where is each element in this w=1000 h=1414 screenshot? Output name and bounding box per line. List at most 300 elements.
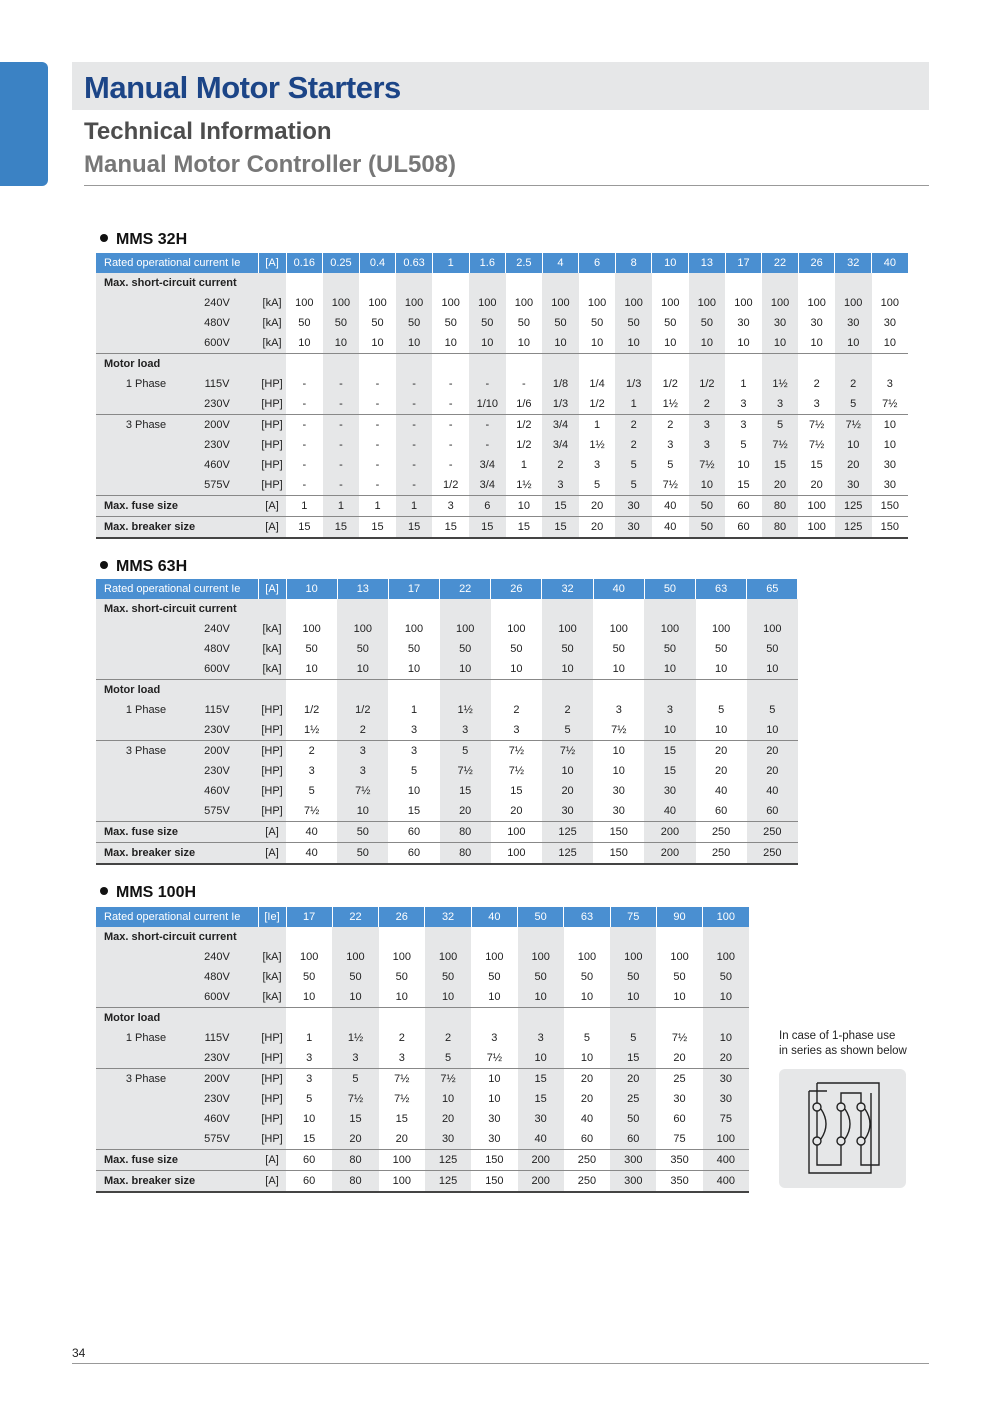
table-cell: 3 (491, 720, 542, 741)
table-cell: 15 (323, 517, 360, 539)
table-cell: 10 (506, 333, 543, 354)
table-cell (542, 599, 593, 619)
table-cell: 15 (286, 1129, 332, 1150)
table-cell: 60 (725, 517, 762, 539)
table-cell: - (396, 394, 433, 415)
phase-label: 1 Phase (116, 374, 176, 394)
phase-label (116, 293, 176, 313)
table-row (96, 374, 908, 394)
table-cell: 15 (542, 496, 579, 517)
table-cell: 1/2 (303, 704, 320, 716)
table-cell: 5 (835, 394, 872, 415)
table-cell: 100 (609, 623, 628, 635)
table-cell: 60 (286, 1150, 332, 1171)
indent-cell (96, 1089, 116, 1109)
table-cell: - (375, 439, 380, 451)
unit-label: [HP] (258, 1028, 286, 1048)
table-cell: 150 (872, 517, 909, 539)
group-title: Max. short-circuit current (96, 273, 286, 293)
indent-cell (96, 1048, 116, 1069)
group-header-row (96, 927, 749, 947)
table-cell: 20 (747, 741, 798, 762)
voltage-label: 115V (176, 700, 258, 720)
rated-current-label: Rated operational current Ie (96, 579, 258, 599)
table-cell: 10 (491, 659, 542, 680)
table-row (96, 394, 908, 415)
table-cell: 10 (883, 419, 896, 431)
column-header: 22 (332, 907, 378, 927)
table-cell: 150 (471, 1171, 517, 1193)
table-cell: 10 (303, 1113, 316, 1125)
column-header: 17 (725, 253, 762, 273)
table-cell: 7½ (337, 781, 388, 801)
phase-label: 3 Phase (116, 741, 176, 762)
unit-label: [HP] (258, 1129, 286, 1150)
table-cell: 40 (652, 517, 689, 539)
unit-label: [HP] (258, 1069, 286, 1090)
table-cell: 100 (379, 1171, 425, 1193)
diagram-note-line1: In case of 1-phase use (779, 1030, 896, 1042)
voltage-label: 230V (176, 1089, 258, 1109)
column-header: 13 (337, 579, 388, 599)
column-header: 6 (579, 253, 616, 273)
page-title: Manual Motor Starters (84, 70, 401, 105)
table-cell: 100 (491, 843, 542, 865)
table-cell: 30 (673, 1093, 686, 1105)
phase-label (116, 1129, 176, 1150)
indent-cell (96, 313, 116, 333)
table-cell: 1/6 (506, 394, 543, 415)
table-cell: 10 (835, 435, 872, 455)
voltage-label: 200V (176, 415, 258, 436)
table-cell: 125 (425, 1150, 471, 1171)
unit-label: [A] (258, 1150, 286, 1171)
table-cell (747, 599, 798, 619)
column-header: 0.25 (323, 253, 360, 273)
table-row (96, 1048, 749, 1069)
summary-row (96, 1150, 749, 1171)
table-row (96, 761, 798, 781)
table-cell (518, 927, 564, 947)
table-cell: 7½ (808, 439, 825, 451)
table-cell: 2 (689, 394, 726, 415)
table-cell: 2 (425, 1028, 471, 1048)
table-cell: - (396, 374, 433, 394)
voltage-label: 230V (176, 761, 258, 781)
table-cell: 50 (747, 639, 798, 659)
table-cell: 2 (667, 419, 674, 431)
phase-label (116, 475, 176, 496)
table-cell: 50 (615, 313, 652, 333)
table-cell: 150 (593, 843, 644, 865)
phase-label (116, 801, 176, 822)
table-row (96, 720, 798, 741)
table-cell: 100 (542, 293, 579, 313)
table-cell: 15 (432, 517, 469, 539)
table-cell: 7½ (394, 1073, 410, 1085)
table-cell: - (323, 435, 360, 455)
column-header: 17 (286, 907, 332, 927)
table-cell: 5 (615, 475, 652, 496)
table-cell: - (448, 419, 453, 431)
table-cell: 80 (440, 822, 491, 843)
table-cell: 20 (425, 1109, 471, 1129)
table-cell: 100 (404, 623, 424, 635)
column-header: 50 (644, 579, 695, 599)
table-cell: 3 (518, 1028, 564, 1048)
table-cell: 30 (835, 475, 872, 496)
voltage-label: 240V (176, 293, 258, 313)
table-cell: 50 (715, 643, 728, 655)
table-cell: 5 (615, 455, 652, 475)
table-cell: 30 (615, 517, 652, 539)
table-cell: 10 (396, 333, 433, 354)
table-cell: 3 (388, 720, 439, 741)
table-cell: 7½ (835, 415, 872, 436)
table-cell: - (359, 394, 396, 415)
table-cell (286, 1008, 332, 1029)
column-header: 2.5 (506, 253, 543, 273)
table-cell: 15 (440, 781, 491, 801)
table-cell (396, 273, 433, 293)
table-cell (579, 273, 616, 293)
table-cell: 150 (872, 496, 909, 517)
table-cell: 10 (323, 333, 360, 354)
table-row (96, 333, 908, 354)
table-cell: 20 (332, 1129, 378, 1150)
table-cell: - (323, 394, 360, 415)
voltage-label: 240V (176, 619, 258, 639)
section-subheading: Manual Motor Controller (UL508) (84, 151, 457, 178)
table-cell: 200 (644, 822, 695, 843)
summary-label: Max. fuse size (96, 1150, 258, 1171)
table-cell (337, 680, 388, 701)
table-cell: 20 (762, 475, 799, 496)
table-cell: 100 (807, 297, 826, 309)
table-cell: 100 (332, 947, 378, 967)
table-cell: 15 (644, 761, 695, 781)
table-cell: 7½ (440, 761, 491, 781)
indent-cell (96, 1109, 116, 1129)
table-cell: 10 (425, 1089, 471, 1109)
table-cell: 10 (835, 333, 872, 354)
table-cell: 100 (396, 293, 433, 313)
table-row (96, 700, 798, 720)
voltage-label: 600V (176, 987, 258, 1008)
table-cell: 15 (518, 1069, 564, 1090)
table-cell: 10 (610, 987, 656, 1008)
table-cell: 3 (740, 419, 747, 431)
table-cell: 1/8 (542, 374, 579, 394)
phase-label: 1 Phase (116, 1028, 176, 1048)
table-cell: 7½ (508, 765, 525, 777)
table-cell: 40 (715, 785, 728, 797)
phase-label (116, 987, 176, 1008)
voltage-label: 575V (176, 475, 258, 496)
table-cell: 100 (491, 822, 542, 843)
table-cell (286, 927, 332, 947)
table-cell: 15 (469, 517, 506, 539)
table-cell: 7½ (425, 1069, 471, 1090)
indent-cell (96, 761, 116, 781)
voltage-label: 460V (176, 1109, 258, 1129)
unit-label: [kA] (258, 619, 286, 639)
table-cell (564, 927, 610, 947)
table-cell: 30 (810, 317, 823, 329)
table-cell: 2 (542, 455, 579, 475)
table-cell (747, 680, 798, 701)
table-cell: 10 (469, 333, 506, 354)
table-cell: 10 (542, 333, 579, 354)
unit-label: [HP] (258, 374, 286, 394)
table-cell: 7½ (689, 455, 726, 475)
table-cell: 1/3 (542, 394, 579, 415)
table-cell: - (323, 374, 360, 394)
table-cell: 3 (337, 741, 388, 762)
table-cell: 3 (491, 1032, 498, 1044)
table-cell: 3 (410, 745, 418, 757)
table-cell (542, 680, 593, 701)
indent-cell (96, 435, 116, 455)
table-cell (798, 273, 835, 293)
table-cell: 40 (644, 801, 695, 822)
table-cell: 10 (872, 333, 909, 354)
table-cell: 50 (612, 643, 625, 655)
table-cell: 10 (359, 333, 396, 354)
unit-label: [A] (258, 1171, 286, 1193)
summary-row (96, 822, 798, 843)
table-cell: 3 (689, 415, 726, 436)
table-cell: 1½ (440, 700, 491, 720)
table-cell: 100 (644, 619, 695, 639)
column-header: 32 (425, 907, 471, 927)
voltage-label: 200V (176, 1069, 258, 1090)
table-cell: 100 (689, 293, 726, 313)
table-cell: 100 (762, 293, 799, 313)
table-cell: 10 (883, 439, 896, 451)
table-cell: 10 (542, 659, 593, 680)
table-cell: 15 (542, 517, 579, 539)
table-cell: 30 (737, 317, 750, 329)
table-cell: 7½ (808, 419, 825, 431)
table-cell: 1 (359, 496, 396, 517)
indent-cell (96, 394, 116, 415)
table-cell: 3 (308, 765, 315, 777)
table-cell: 30 (703, 1089, 749, 1109)
table-cell: - (448, 378, 453, 390)
unit-label: [A] (258, 822, 286, 843)
table-row (96, 967, 749, 987)
table-cell: 100 (514, 297, 534, 309)
group-title: Max. short-circuit current (96, 599, 286, 619)
table-cell: 10 (425, 987, 471, 1008)
unit-label: [kA] (258, 947, 286, 967)
table-cell (491, 680, 542, 701)
table-cell: 50 (371, 317, 384, 329)
table-cell: 50 (469, 313, 506, 333)
table-cell (440, 599, 491, 619)
table-cell: 1½ (762, 374, 799, 394)
table-cell: 5 (747, 700, 798, 720)
table-cell: - (323, 415, 360, 436)
table-cell: 50 (337, 822, 388, 843)
table-cell: 30 (612, 785, 625, 797)
table-cell: 7½ (762, 435, 799, 455)
table-cell: 1/2 (432, 475, 469, 496)
table-cell (615, 354, 652, 375)
table-cell: 2 (513, 704, 520, 716)
table-cell: 7½ (872, 394, 909, 415)
unit-label: [kA] (258, 639, 286, 659)
table-cell: 3 (644, 700, 695, 720)
table-cell (872, 354, 909, 375)
table-cell: 1 (615, 394, 652, 415)
table-cell: 1 (594, 419, 601, 431)
table-cell: 15 (725, 475, 762, 496)
summary-label: Max. breaker size (96, 517, 258, 539)
table-cell: 30 (615, 496, 652, 517)
column-header: 50 (518, 907, 564, 927)
table-cell (506, 354, 543, 375)
table-cell: 60 (725, 496, 762, 517)
table-cell: 30 (518, 1109, 564, 1129)
voltage-label: 115V (176, 374, 258, 394)
column-header: 40 (593, 579, 644, 599)
table-cell: - (396, 415, 433, 436)
table-cell: 40 (286, 822, 337, 843)
phase-label: 3 Phase (116, 1069, 176, 1090)
unit-label: [HP] (258, 415, 286, 436)
table-cell (579, 354, 616, 375)
voltage-label: 230V (176, 1048, 258, 1069)
table-cell: 350 (656, 1171, 702, 1193)
table-cell: 100 (703, 947, 749, 967)
table-cell: 5 (762, 415, 799, 436)
table-cell: 100 (295, 297, 314, 309)
phase-label (116, 659, 176, 680)
wiring-diagram (779, 1069, 906, 1188)
table-cell: 10 (593, 659, 644, 680)
table-cell: 5 (583, 1032, 591, 1044)
indent-cell (96, 333, 116, 354)
table-cell: 50 (610, 967, 656, 987)
table-cell: 250 (747, 843, 798, 865)
table-cell: 15 (396, 517, 433, 539)
table-cell: 3 (725, 394, 762, 415)
table-cell: 50 (703, 967, 749, 987)
table-cell: 100 (392, 951, 411, 963)
indent-cell (96, 1069, 116, 1090)
table-cell (469, 273, 506, 293)
group-header-row (96, 273, 908, 293)
bullet-icon (100, 234, 108, 242)
table-cell: 50 (337, 843, 388, 865)
group-title: Max. short-circuit current (96, 927, 286, 947)
table-cell: 5 (740, 439, 747, 451)
table-cell: - (469, 415, 506, 436)
unit-label: [HP] (258, 741, 286, 762)
column-header: 65 (747, 579, 798, 599)
table-cell (689, 354, 726, 375)
table-row (96, 659, 798, 680)
table-cell: 15 (286, 517, 323, 539)
table-cell (388, 599, 439, 619)
rated-current-unit: [A] (258, 579, 286, 599)
indent-cell (96, 987, 116, 1008)
table-cell: 1 (396, 496, 433, 517)
column-header: 0.4 (359, 253, 396, 273)
table-cell: 25 (673, 1073, 686, 1085)
column-header: 22 (440, 579, 491, 599)
column-header: 10 (286, 579, 337, 599)
table-cell: 15 (518, 1089, 564, 1109)
table-cell: 20 (715, 765, 728, 777)
column-header: 13 (689, 253, 726, 273)
table-cell (425, 927, 471, 947)
summary-label: Max. fuse size (96, 496, 258, 517)
table-row (96, 619, 798, 639)
indent-cell (96, 659, 116, 680)
table-cell: 50 (303, 971, 316, 983)
phase-label (116, 619, 176, 639)
voltage-label: 575V (176, 1129, 258, 1150)
table-cell: 125 (425, 1171, 471, 1193)
table-row (96, 781, 798, 801)
table-cell (323, 354, 360, 375)
table-cell (379, 927, 425, 947)
table-cell: 10 (747, 720, 798, 741)
table-cell: 15 (388, 801, 439, 822)
rated-current-unit: [A] (258, 253, 286, 273)
table-cell: 5 (308, 785, 315, 797)
table-cell: 20 (747, 761, 798, 781)
table-cell: - (469, 435, 506, 455)
table-cell: 20 (491, 801, 542, 822)
table-cell: 125 (542, 843, 593, 865)
table-cell: 10 (564, 1048, 610, 1069)
table-cell: 50 (396, 313, 433, 333)
phase-label (116, 639, 176, 659)
table-cell (286, 273, 323, 293)
page-number: 34 (72, 1346, 86, 1360)
table-cell: 10 (703, 987, 749, 1008)
table-cell: 10 (652, 333, 689, 354)
table-cell: 7½ (332, 1089, 378, 1109)
table-cell: 50 (440, 639, 491, 659)
table-row (96, 741, 798, 762)
summary-row (96, 496, 908, 517)
table-cell: 20 (798, 475, 835, 496)
phase-label: 3 Phase (116, 415, 176, 436)
table-cell: 5 (667, 459, 674, 471)
table-row (96, 1129, 749, 1150)
table-cell (359, 354, 396, 375)
unit-label: [HP] (258, 1048, 286, 1069)
indent-cell (96, 415, 116, 436)
header-divider (84, 185, 929, 186)
unit-label: [A] (258, 843, 286, 865)
table-cell: 100 (425, 947, 471, 967)
table-cell: 10 (542, 761, 593, 781)
table-cell: 50 (689, 517, 726, 539)
unit-label: [HP] (258, 720, 286, 741)
table-cell (469, 354, 506, 375)
table-cell: 3/4 (542, 435, 579, 455)
table-cell (323, 273, 360, 293)
table-cell: 3 (286, 1048, 332, 1069)
table-cell: 30 (425, 1129, 471, 1150)
voltage-label: 240V (176, 947, 258, 967)
